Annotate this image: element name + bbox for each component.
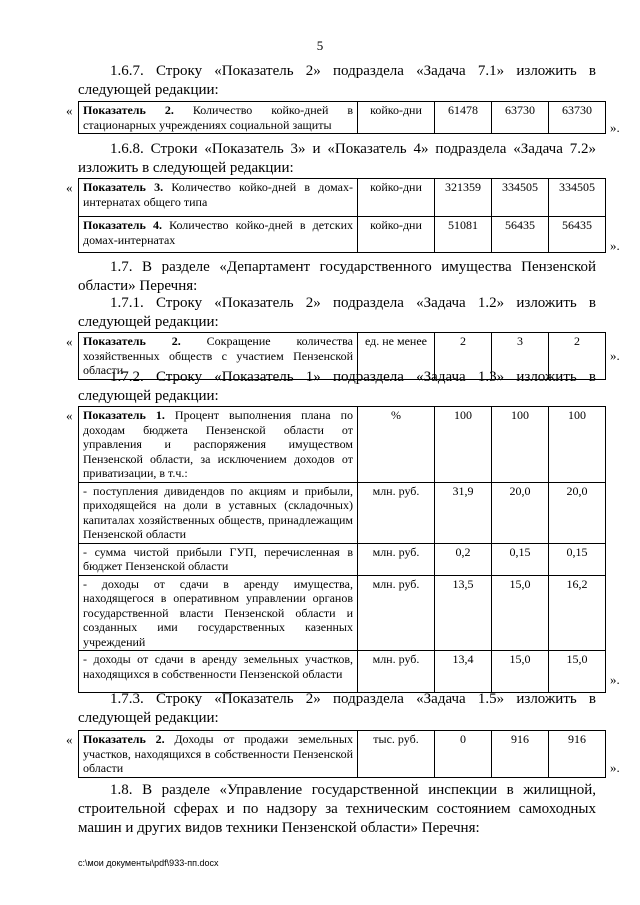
indicator-cell — [79, 575, 358, 651]
value-cell: 31,9 — [435, 482, 492, 543]
indicator-label: Показатель 2. — [83, 334, 181, 348]
table-row — [79, 543, 606, 575]
table-row — [79, 217, 606, 253]
paragraph-1-7: 1.7. В разделе «Департамент государственного имущества Пензенской области» Перечня: — [78, 259, 596, 294]
table-row — [79, 102, 606, 134]
indicator-text: Сокращение количества хозяйственных обществ с участием Пензенской области — [83, 334, 353, 377]
value-cell: 51081 — [435, 217, 492, 253]
indicator-cell — [79, 543, 358, 575]
close-quote: ». — [610, 120, 620, 135]
indicator-cell — [79, 651, 358, 693]
indicator-label: Показатель 1. — [83, 408, 165, 422]
value-cell: 0,15 — [492, 543, 549, 575]
value-cell: 916 — [492, 731, 549, 778]
table-1-7-2 — [78, 406, 606, 693]
value-cell: 321359 — [435, 179, 492, 217]
indicator-text: Процент выполнения плана по доходам бюджета Пензенской области от управления и распоряжения имуществом Пензенской области, за исключением доходов от приватизации, в т.ч.: — [83, 408, 354, 480]
value-cell: 61478 — [435, 102, 492, 134]
value-cell: 15,0 — [549, 651, 606, 693]
indicator-text: - поступления дивидендов по акциям и прибыли, приходящейся на доли в уставных (складочных) капиталах хозяйственных обществ, принадлежащим Пензенской области — [83, 483, 353, 541]
indicator-text: - доходы от сдачи в аренду земельных участков, находящихся в собственности Пензенской области — [83, 652, 353, 681]
table-row — [79, 179, 606, 217]
indicator-label: Показатель 2. — [83, 732, 165, 746]
indicator-text: Доходы от продажи земельных участков, находящихся в собственности Пензенской области — [83, 732, 353, 775]
table-row — [79, 575, 606, 651]
open-quote: « — [66, 180, 73, 195]
table-row — [79, 651, 606, 693]
unit-cell: тыс. руб. — [358, 731, 435, 778]
page-number: 5 — [316, 38, 324, 53]
indicator-text: Количество койко-дней в стационарных учреждениях социальной защиты — [83, 103, 353, 132]
footer-file-path: c:\мои документы\pdf\933-пп.docx — [78, 858, 219, 868]
open-quote: « — [66, 334, 73, 349]
value-cell: 2 — [435, 333, 492, 380]
indicator-label: Показатель 3. — [83, 180, 164, 194]
value-cell: 56435 — [549, 217, 606, 253]
value-cell: 100 — [435, 407, 492, 483]
paragraph-1-6-8: 1.6.8. Строки «Показатель 3» и «Показатель 4» подраздела «Задача 7.2» изложить в следующей редакции: — [78, 141, 596, 176]
value-cell: 16,2 — [549, 575, 606, 651]
indicator-label: Показатель 2. — [83, 103, 174, 117]
indicator-cell — [79, 179, 358, 217]
value-cell: 2 — [549, 333, 606, 380]
table-1-6-7 — [78, 101, 606, 134]
paragraph-1-7-2: 1.7.2. Строку «Показатель 1» подраздела «Задача 1.3» изложить в следующей редакции: — [78, 369, 596, 404]
table-1-7-3 — [78, 730, 606, 778]
value-cell: 0 — [435, 731, 492, 778]
value-cell: 63730 — [492, 102, 549, 134]
close-quote: ». — [610, 238, 620, 253]
unit-cell: млн. руб. — [358, 575, 435, 651]
indicator-label: Показатель 4. — [83, 218, 162, 232]
paragraph-1-7-1: 1.7.1. Строку «Показатель 2» подраздела «Задача 1.2» изложить в следующей редакции: — [78, 295, 596, 330]
indicator-cell — [79, 407, 358, 483]
table-row — [79, 482, 606, 543]
value-cell: 63730 — [549, 102, 606, 134]
indicator-text: Количество койко-дней в детских домах-интернатах — [83, 218, 353, 247]
close-quote: ». — [610, 348, 620, 363]
indicator-cell — [79, 482, 358, 543]
paragraph-1-7-3: 1.7.3. Строку «Показатель 2» подраздела «Задача 1.5» изложить в следующей редакции: — [78, 691, 596, 726]
table-row — [79, 731, 606, 778]
indicator-cell — [79, 102, 358, 134]
value-cell: 20,0 — [492, 482, 549, 543]
value-cell: 56435 — [492, 217, 549, 253]
unit-cell: млн. руб. — [358, 482, 435, 543]
indicator-text: - доходы от сдачи в аренду имущества, находящегося в оперативном управлении органов государственной власти Пензенской области и созданных ими государственных казенных учреждений — [83, 576, 353, 649]
unit-cell: % — [358, 407, 435, 483]
value-cell: 15,0 — [492, 575, 549, 651]
value-cell: 20,0 — [549, 482, 606, 543]
unit-cell: койко-дни — [358, 102, 435, 134]
indicator-text: - сумма чистой прибыли ГУП, перечисленная в бюджет Пензенской области — [83, 544, 353, 573]
value-cell: 0,15 — [549, 543, 606, 575]
value-cell: 13,5 — [435, 575, 492, 651]
close-quote: ». — [610, 760, 620, 775]
paragraph-1-6-7: 1.6.7. Строку «Показатель 2» подраздела «Задача 7.1» изложить в следующей редакции: — [78, 63, 596, 98]
unit-cell: млн. руб. — [358, 543, 435, 575]
open-quote: « — [66, 408, 73, 423]
value-cell: 100 — [549, 407, 606, 483]
value-cell: 100 — [492, 407, 549, 483]
unit-cell: койко-дни — [358, 179, 435, 217]
value-cell: 15,0 — [492, 651, 549, 693]
unit-cell: млн. руб. — [358, 651, 435, 693]
open-quote: « — [66, 103, 73, 118]
value-cell: 916 — [549, 731, 606, 778]
unit-cell: ед. не менее — [358, 333, 435, 380]
indicator-cell — [79, 731, 358, 778]
paragraph-1-8: 1.8. В разделе «Управление государственной инспекции в жилищной, строительной сферах и по надзору за техническим состоянием самоходных машин и других видов техники Пензенской области» Перечня: — [78, 782, 596, 836]
value-cell: 334505 — [492, 179, 549, 217]
value-cell: 334505 — [549, 179, 606, 217]
table-1-6-8 — [78, 178, 606, 253]
value-cell: 3 — [492, 333, 549, 380]
unit-cell: койко-дни — [358, 217, 435, 253]
open-quote: « — [66, 732, 73, 747]
table-row — [79, 407, 606, 483]
value-cell: 13,4 — [435, 651, 492, 693]
value-cell: 0,2 — [435, 543, 492, 575]
close-quote: ». — [610, 672, 620, 687]
indicator-cell — [79, 217, 358, 253]
indicator-text: Количество койко-дней в домах-интернатах общего типа — [83, 180, 354, 209]
